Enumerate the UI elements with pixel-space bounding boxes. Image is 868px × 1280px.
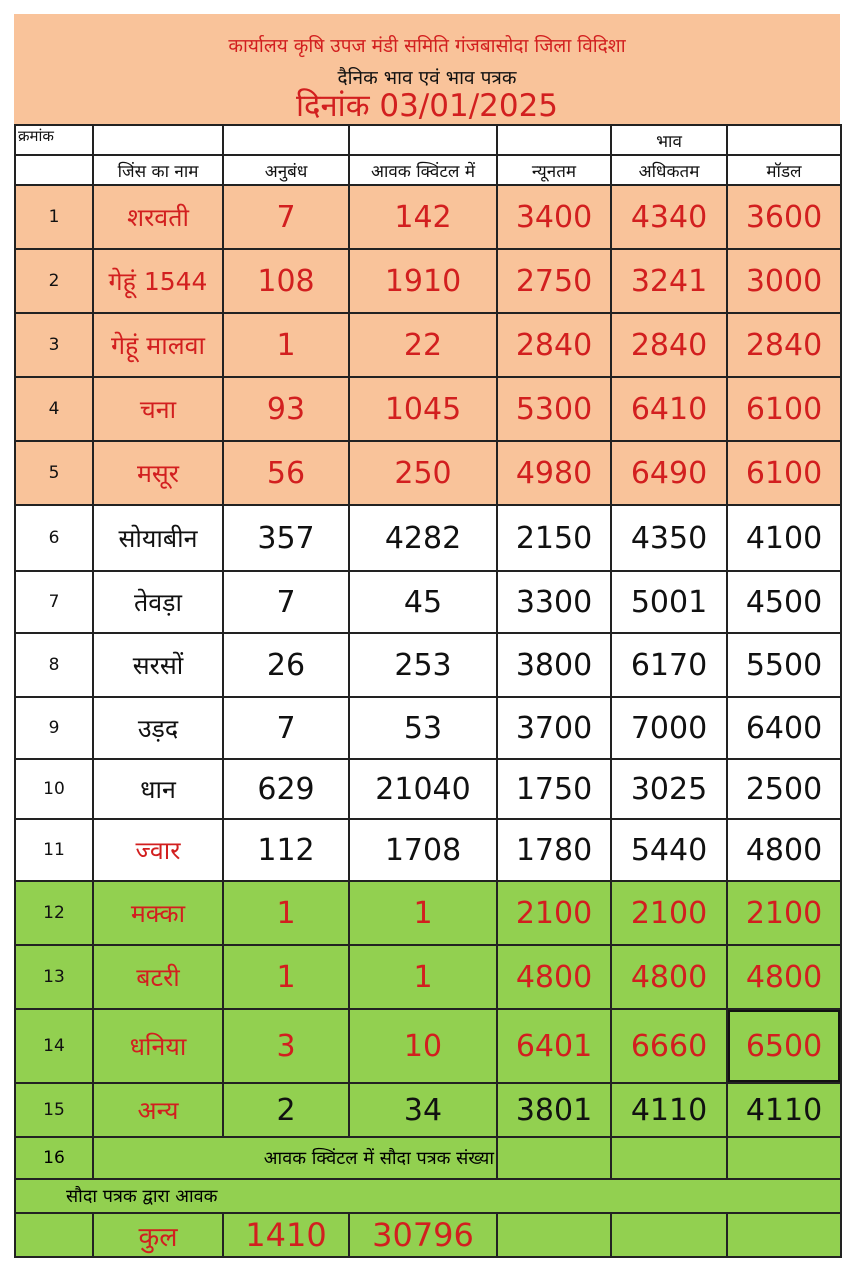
total-label: कुल [93, 1213, 223, 1257]
cell-anubandh: 3 [223, 1009, 349, 1083]
price-sheet [14, 14, 840, 1258]
table-row-16 [15, 1137, 841, 1179]
cell-anubandh: 112 [223, 819, 349, 881]
table-row [15, 1083, 841, 1137]
cell-sn: 8 [15, 633, 93, 697]
cell-aavak: 253 [349, 633, 497, 697]
cell-model: 2840 [727, 313, 841, 377]
cell-sn: 4 [15, 377, 93, 441]
cell-name: चना [93, 377, 223, 441]
cell-aavak: 4282 [349, 505, 497, 571]
table-row [15, 505, 841, 571]
cell-model: 6400 [727, 697, 841, 759]
cell-name: मसूर [93, 441, 223, 505]
cell-aavak: 22 [349, 313, 497, 377]
cell-max: 3025 [611, 759, 727, 819]
table-row [15, 185, 841, 249]
cell-sn: 7 [15, 571, 93, 633]
cell-max: 5440 [611, 819, 727, 881]
cell-min: 1750 [497, 759, 611, 819]
cell-anubandh: 2 [223, 1083, 349, 1137]
cell-model: 2500 [727, 759, 841, 819]
cell-model: 3000 [727, 249, 841, 313]
cell-aavak: 1 [349, 945, 497, 1009]
cell-model: 6100 [727, 441, 841, 505]
cell-anubandh: 7 [223, 185, 349, 249]
cell-model: 4100 [727, 505, 841, 571]
cell-name: धान [93, 759, 223, 819]
col-header-min: न्यूनतम [497, 155, 611, 185]
cell-model: 4500 [727, 571, 841, 633]
cell-sn: 5 [15, 441, 93, 505]
cell-model: 6500 [727, 1009, 841, 1083]
cell-min: 3801 [497, 1083, 611, 1137]
cell-name: अन्य [93, 1083, 223, 1137]
cell-max: 6490 [611, 441, 727, 505]
cell-anubandh: 56 [223, 441, 349, 505]
cell-name: ज्वार [93, 819, 223, 881]
cell-anubandh: 1 [223, 881, 349, 945]
cell-name: बटरी [93, 945, 223, 1009]
cell-sn: 16 [15, 1137, 93, 1179]
sauda-aavak-row [15, 1179, 841, 1213]
cell-min: 1780 [497, 819, 611, 881]
cell-max: 4350 [611, 505, 727, 571]
col-header-bhav: भाव [611, 125, 727, 155]
col-header-name: जिंस का नाम [93, 155, 223, 185]
cell-aavak: 21040 [349, 759, 497, 819]
cell-max: 4110 [611, 1083, 727, 1137]
cell-model: 3600 [727, 185, 841, 249]
header-row-2 [15, 155, 841, 185]
cell-min: 3400 [497, 185, 611, 249]
office-title: कार्यालय कृषि उपज मंडी समिति गंजबासोदा जिला विदिशा [228, 35, 626, 57]
cell-model: 2100 [727, 881, 841, 945]
cell-max: 2100 [611, 881, 727, 945]
cell-model: 5500 [727, 633, 841, 697]
cell-min: 3300 [497, 571, 611, 633]
total-aavak: 30796 [349, 1213, 497, 1257]
table-row [15, 377, 841, 441]
col-header-model: मॉडल [727, 155, 841, 185]
cell-max: 6410 [611, 377, 727, 441]
cell-name: तेवड़ा [93, 571, 223, 633]
sheet-header [14, 14, 840, 124]
table-row [15, 441, 841, 505]
price-table [14, 124, 842, 1258]
sauda-aavak-label: सौदा पत्रक द्वारा आवक [15, 1179, 841, 1213]
cell-anubandh: 629 [223, 759, 349, 819]
cell-anubandh: 108 [223, 249, 349, 313]
cell-name: शरवती [93, 185, 223, 249]
cell-max: 4340 [611, 185, 727, 249]
cell-sn: 6 [15, 505, 93, 571]
total-anubandh: 1410 [223, 1213, 349, 1257]
cell-min: 2840 [497, 313, 611, 377]
cell-max: 2840 [611, 313, 727, 377]
cell-sn: 13 [15, 945, 93, 1009]
cell-aavak: 10 [349, 1009, 497, 1083]
cell-max: 6660 [611, 1009, 727, 1083]
cell-model: 4800 [727, 819, 841, 881]
cell-sn: 9 [15, 697, 93, 759]
cell-sn: 2 [15, 249, 93, 313]
sheet-subtitle: दैनिक भाव एवं भाव पत्रक [337, 67, 517, 89]
cell-aavak: 53 [349, 697, 497, 759]
table-row [15, 571, 841, 633]
cell-aavak: 1708 [349, 819, 497, 881]
cell-anubandh: 1 [223, 945, 349, 1009]
col-header-serial: क्रमांक [15, 125, 93, 155]
cell-anubandh: 26 [223, 633, 349, 697]
table-row [15, 945, 841, 1009]
cell-max: 5001 [611, 571, 727, 633]
cell-sn: 11 [15, 819, 93, 881]
cell-anubandh: 93 [223, 377, 349, 441]
sheet-date: दिनांक 03/01/2025 [295, 88, 559, 124]
table-row [15, 249, 841, 313]
cell-name: उड़द [93, 697, 223, 759]
col-header-max: अधिकतम [611, 155, 727, 185]
table-row [15, 759, 841, 819]
table-row [15, 697, 841, 759]
cell-sn: 10 [15, 759, 93, 819]
cell-aavak: 1045 [349, 377, 497, 441]
total-row [15, 1213, 841, 1257]
cell-max: 4800 [611, 945, 727, 1009]
cell-sn: 15 [15, 1083, 93, 1137]
cell-sn: 1 [15, 185, 93, 249]
cell-name: सरसों [93, 633, 223, 697]
cell-anubandh: 7 [223, 571, 349, 633]
cell-name: गेहूं 1544 [93, 249, 223, 313]
cell-sn: 14 [15, 1009, 93, 1083]
cell-max: 7000 [611, 697, 727, 759]
cell-min: 4980 [497, 441, 611, 505]
cell-anubandh: 1 [223, 313, 349, 377]
cell-sn: 3 [15, 313, 93, 377]
cell-model: 6100 [727, 377, 841, 441]
cell-min: 5300 [497, 377, 611, 441]
cell-anubandh: 7 [223, 697, 349, 759]
cell-aavak: 45 [349, 571, 497, 633]
cell-min: 3800 [497, 633, 611, 697]
cell-anubandh: 357 [223, 505, 349, 571]
cell-model: 4110 [727, 1083, 841, 1137]
cell-min: 4800 [497, 945, 611, 1009]
cell-sn: 12 [15, 881, 93, 945]
table-row [15, 1009, 841, 1083]
cell-max: 6170 [611, 633, 727, 697]
cell-min: 2100 [497, 881, 611, 945]
cell-aavak: 34 [349, 1083, 497, 1137]
cell-name: गेहूं मालवा [93, 313, 223, 377]
cell-aavak: 1910 [349, 249, 497, 313]
cell-min: 2750 [497, 249, 611, 313]
cell-name: सोयाबीन [93, 505, 223, 571]
cell-name: मक्का [93, 881, 223, 945]
col-header-anubandh: अनुबंध [223, 155, 349, 185]
header-row-1 [15, 125, 841, 155]
table-row [15, 313, 841, 377]
cell-min: 2150 [497, 505, 611, 571]
cell-min: 3700 [497, 697, 611, 759]
sauda-patrak-count-label: आवक क्विंटल में सौदा पत्रक संख्या [93, 1137, 497, 1179]
cell-aavak: 1 [349, 881, 497, 945]
cell-max: 3241 [611, 249, 727, 313]
cell-aavak: 250 [349, 441, 497, 505]
cell-name: धनिया [93, 1009, 223, 1083]
table-row [15, 633, 841, 697]
table-row [15, 819, 841, 881]
table-row [15, 881, 841, 945]
col-header-aavak: आवक क्विंटल में [349, 155, 497, 185]
cell-min: 6401 [497, 1009, 611, 1083]
cell-aavak: 142 [349, 185, 497, 249]
cell-model: 4800 [727, 945, 841, 1009]
